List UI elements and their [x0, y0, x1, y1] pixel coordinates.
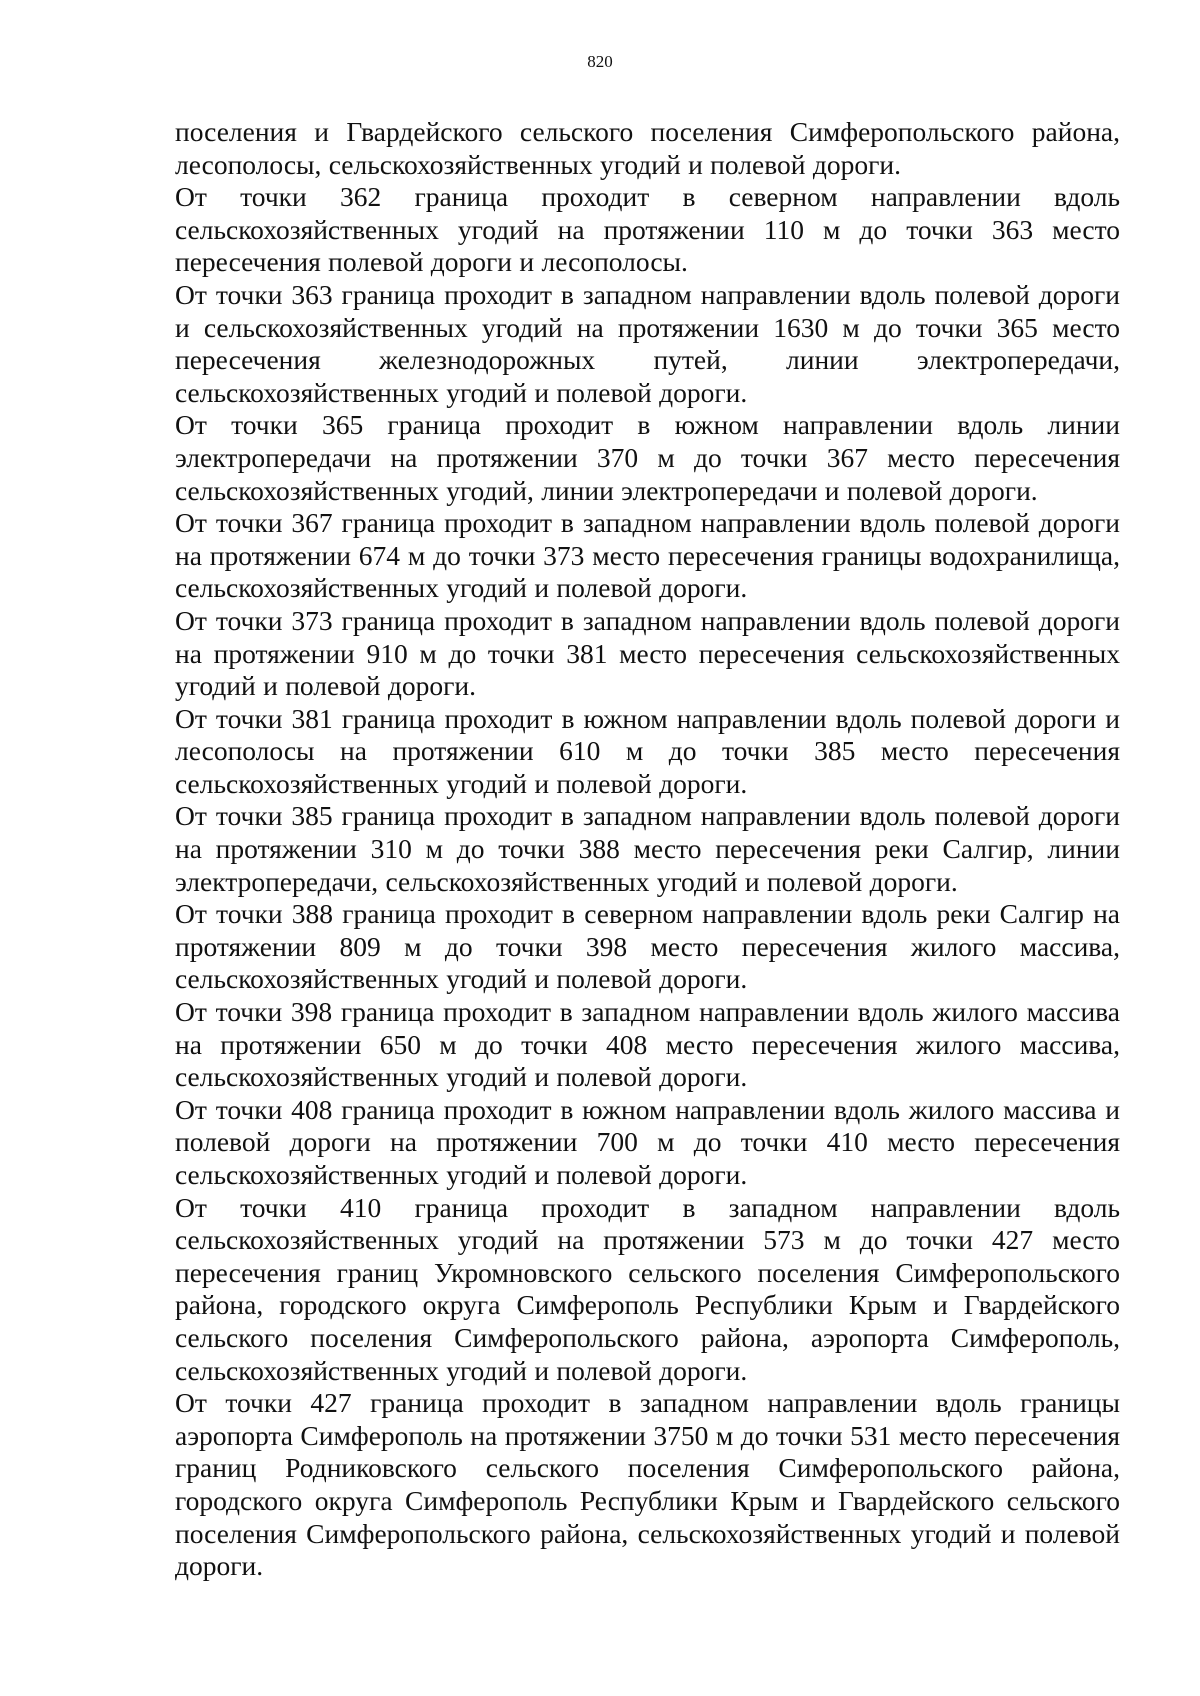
paragraph-point-381: От точки 381 граница проходит в южном направлении вдоль полевой дороги и лесополосы на протяжении 610 м до точки 385 место пересечения сельскохозяйственных угодий и полевой дороги. [175, 702, 1120, 799]
paragraph-point-427: От точки 427 граница проходит в западном направлении вдоль границы аэропорта Симферополь на протяжении 3750 м до точки 531 место пересечения границ Родниковского сельского поселения Симферопольского района, городского округа Симферополь Республики Крым и Гвардейского сельского поселения Симферопольского района, сельскохозяйственных угодий и полевой дороги. [175, 1387, 1120, 1582]
document-body [175, 116, 1120, 1583]
paragraph-point-365: От точки 365 граница проходит в южном направлении вдоль линии электропередачи на протяжении 370 м до точки 367 место пересечения сельскохозяйственных угодий, линии электропередачи и полевой дороги. [175, 409, 1120, 506]
paragraph-point-373: От точки 373 граница проходит в западном направлении вдоль полевой дороги на протяжении 910 м до точки 381 место пересечения сельскохозяйственных угодий и полевой дороги. [175, 604, 1120, 702]
paragraph-point-398: От точки 398 граница проходит в западном направлении вдоль жилого массива на протяжении 650 м до точки 408 место пересечения жилого массива, сельскохозяйственных угодий и полевой дороги. [175, 996, 1120, 1093]
page-number: 820 [587, 52, 613, 71]
paragraph-point-363: От точки 363 граница проходит в западном направлении вдоль полевой дороги и сельскохозяйственных угодий на протяжении 1630 м до точки 365 место пересечения железнодорожных путей, линии электропередачи, сельскохозяйственных угодий и полевой дороги. [175, 278, 1120, 408]
paragraph-point-362: От точки 362 граница проходит в северном направлении вдоль сельскохозяйственных угодий на протяжении 110 м до точки 363 место пересечения полевой дороги и лесополосы. [175, 181, 1120, 278]
paragraph-point-408: От точки 408 граница проходит в южном направлении вдоль жилого массива и полевой дороги на протяжении 700 м до точки 410 место пересечения сельскохозяйственных угодий и полевой дороги. [175, 1093, 1120, 1190]
paragraph-point-367: От точки 367 граница проходит в западном направлении вдоль полевой дороги на протяжении 674 м до точки 373 место пересечения границы водохранилища, сельскохозяйственных угодий и полевой дороги. [175, 507, 1120, 604]
paragraph-point-388: От точки 388 граница проходит в северном направлении вдоль реки Салгир на протяжении 809 м до точки 398 место пересечения жилого массива, сельскохозяйственных угодий и полевой дороги. [175, 898, 1120, 995]
paragraph-point-385: От точки 385 граница проходит в западном направлении вдоль полевой дороги на протяжении 310 м до точки 388 место пересечения реки Салгир, линии электропередачи, сельскохозяйственных угодий и полевой дороги. [175, 800, 1120, 897]
paragraph-point-410: От точки 410 граница проходит в западном направлении вдоль сельскохозяйственных угодий на протяжении 573 м до точки 427 место пересечения границ Укромновского сельского поселения Симферопольского района, городского округа Симферополь Республики Крым и Гвардейского сельского поселения Симферопольского района, аэропорта Симферополь, сельскохозяйственных угодий и полевой дороги. [175, 1191, 1120, 1386]
paragraph-continuation: поселения и Гвардейского сельского поселения Симферопольского района, лесополосы, сельскохозяйственных угодий и полевой дороги. [175, 116, 1120, 180]
